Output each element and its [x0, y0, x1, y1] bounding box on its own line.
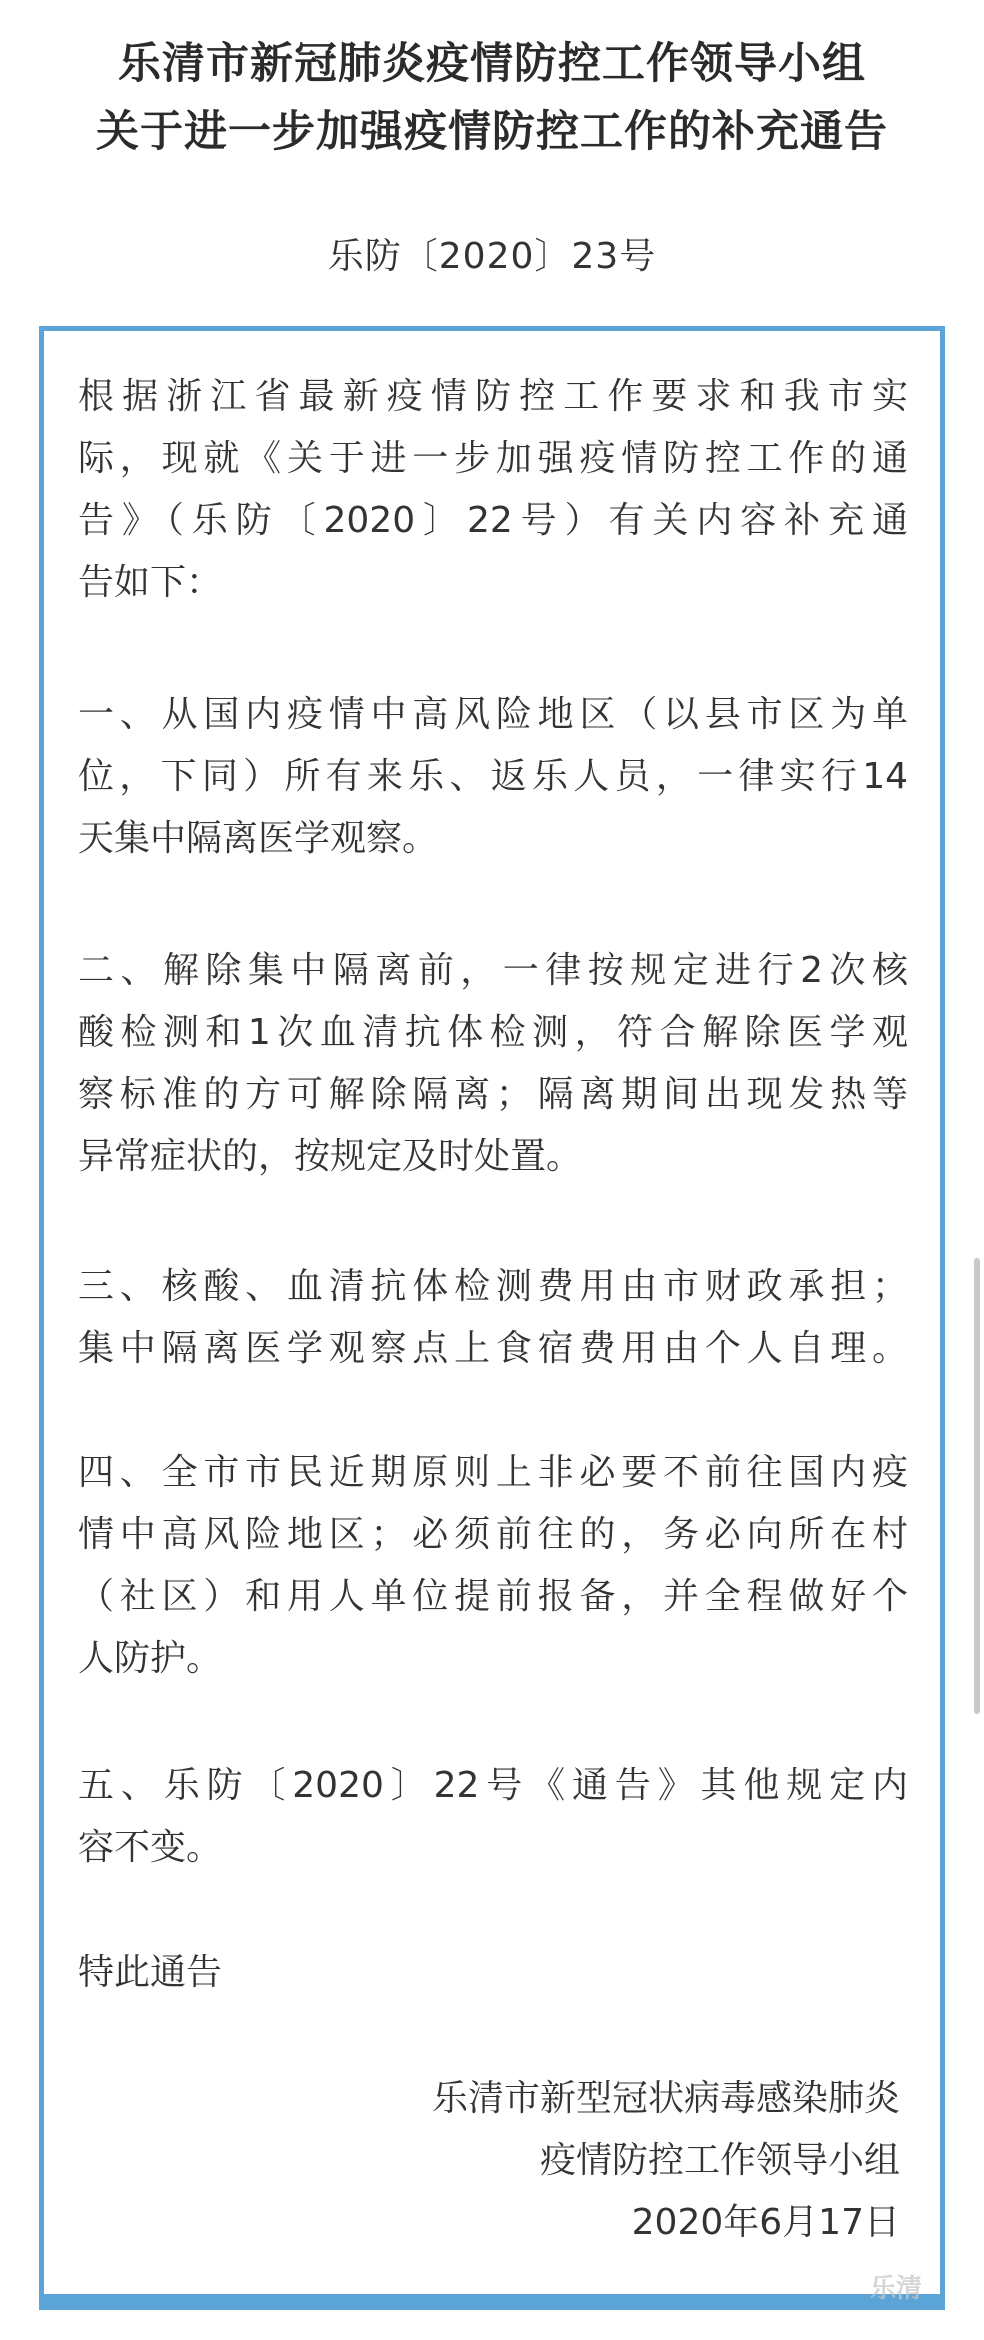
- paragraph-item-3: [78, 1256, 908, 1380]
- paragraph-line: 人防护。: [78, 1638, 223, 1679]
- scrollbar-thumb[interactable]: [974, 1258, 980, 1714]
- paragraph-line: 一、从国内疫情中高风险地区（以县市区为单: [78, 694, 908, 735]
- signature-date: 2020年6月17日: [631, 2202, 900, 2243]
- paragraph-line: （社区）和用人单位提前报备，并全程做好个: [78, 1576, 908, 1617]
- paragraph-line: 察标准的方可解除隔离；隔离期间出现发热等: [78, 1074, 908, 1115]
- paragraph-line: 五、乐防〔2020〕22号《通告》其他规定内: [78, 1765, 908, 1806]
- paragraph-line: 容不变。: [78, 1827, 223, 1868]
- notice-title-line-2: 关于进一步加强疫情防控工作的补充通告: [96, 107, 888, 157]
- paragraph-item-4: [78, 1442, 908, 1690]
- document-number: 乐防〔2020〕23号: [327, 236, 657, 277]
- notice-title-line-1: 乐清市新冠肺炎疫情防控工作领导小组: [118, 39, 866, 89]
- paragraph-line: 际，现就《关于进一步加强疫情防控工作的通: [78, 438, 908, 479]
- paragraph-line: 特此通告: [78, 1952, 223, 1993]
- paragraph-line: 二、解除集中隔离前，一律按规定进行2次核: [78, 950, 908, 991]
- paragraph-line: 天集中隔离医学观察。: [78, 818, 439, 859]
- paragraph-intro: [78, 366, 908, 614]
- paragraph-line: 三、核酸、血清抗体检测费用由市财政承担；: [78, 1266, 908, 1307]
- paragraph-line: 告》（乐防〔2020〕22号）有关内容补充通: [78, 500, 908, 541]
- paragraph-line: 集中隔离医学观察点上食宿费用由个人自理。: [78, 1328, 908, 1369]
- paragraph-line: 酸检测和1次血清抗体检测，符合解除医学观: [78, 1012, 908, 1053]
- signature-org-line-1: 乐清市新型冠状病毒感染肺炎: [431, 2078, 900, 2119]
- paragraph-line: 异常症状的，按规定及时处置。: [78, 1136, 583, 1177]
- watermark-logo: 乐清: [870, 2274, 923, 2304]
- signature-block: [280, 2068, 900, 2254]
- paragraph-item-1: [78, 684, 908, 870]
- paragraph-line: 位，下同）所有来乐、返乐人员，一律实行14: [78, 756, 908, 797]
- paragraph-line: 情中高风险地区；必须前往的，务必向所在村: [78, 1514, 908, 1555]
- paragraph-line: 根据浙江省最新疫情防控工作要求和我市实: [78, 376, 908, 417]
- signature-org-line-2: 疫情防控工作领导小组: [539, 2140, 900, 2181]
- paragraph-item-5: [78, 1755, 908, 1879]
- paragraph-line: 告如下：: [78, 562, 223, 603]
- paragraph-line: 四、全市市民近期原则上非必要不前往国内疫: [78, 1452, 908, 1493]
- paragraph-closing: [78, 1942, 908, 2004]
- paragraph-item-2: [78, 940, 908, 1188]
